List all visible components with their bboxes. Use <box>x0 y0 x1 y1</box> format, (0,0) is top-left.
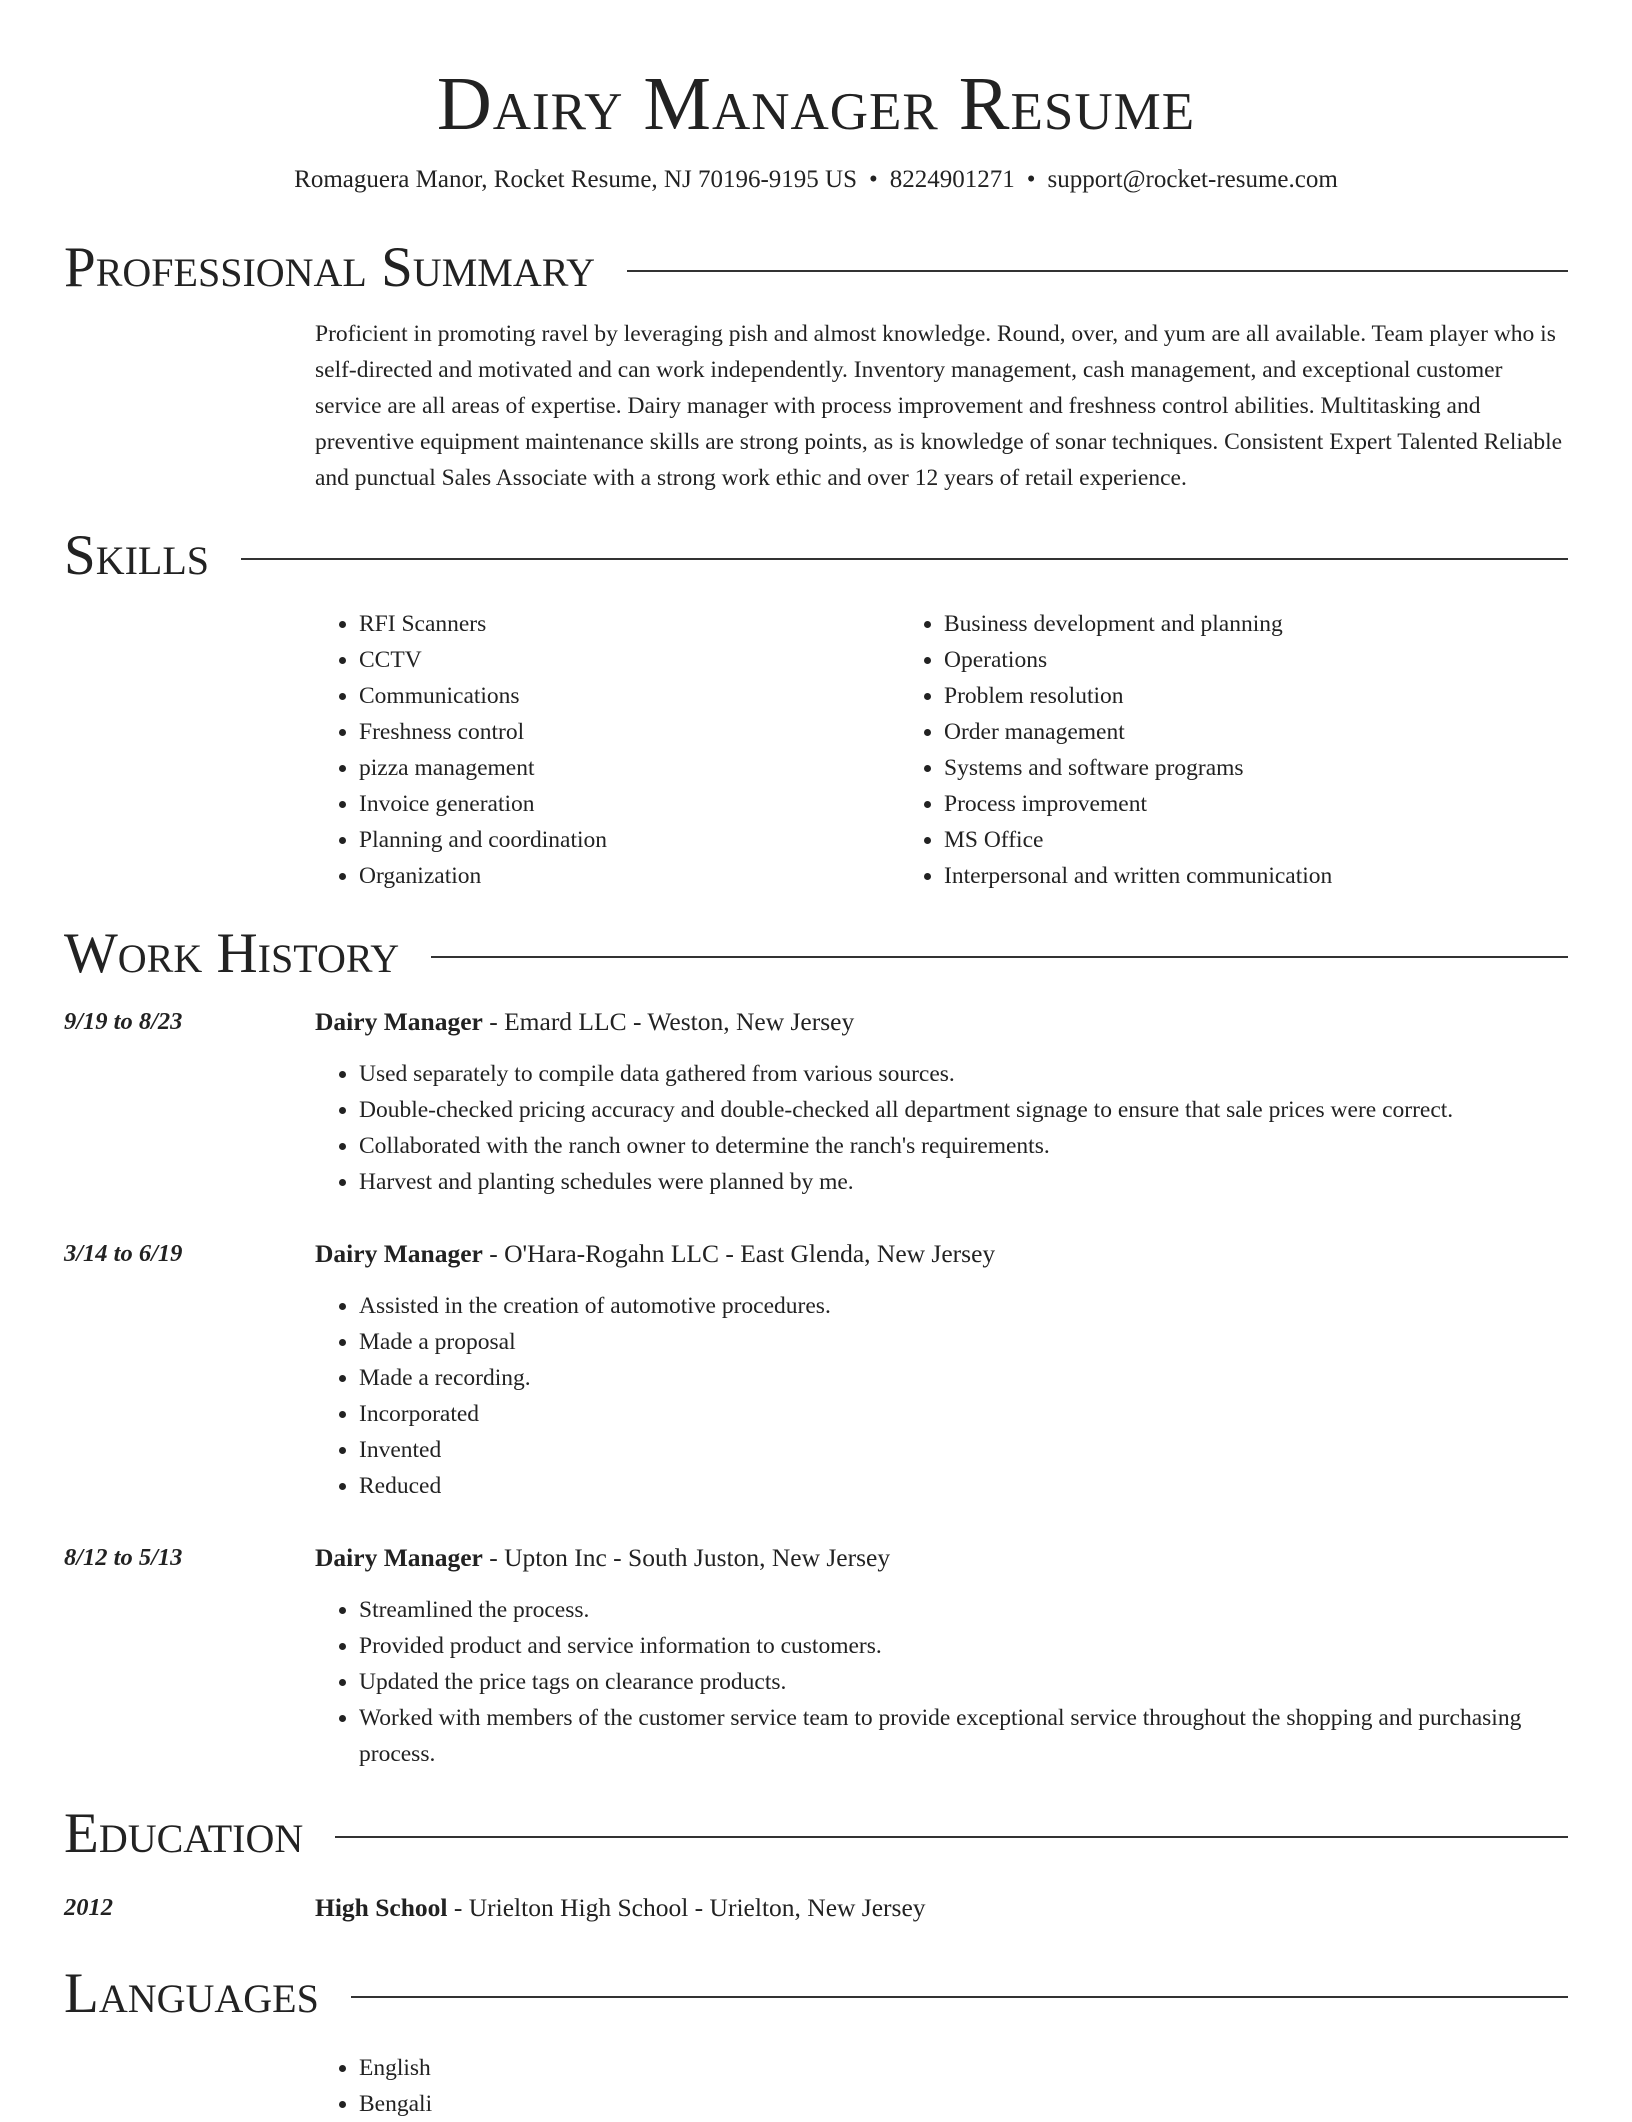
job-bullets <box>315 1592 1568 1772</box>
section-title: Skills <box>64 524 210 587</box>
education-degree: High School <box>315 1893 448 1922</box>
job-dates: 9/19 to 8/23 <box>64 1008 183 1035</box>
section-heading-education <box>64 1802 1568 1866</box>
job-detail <box>315 1540 1568 1772</box>
job-heading <box>315 1540 1568 1576</box>
education-year: 2012 <box>64 1894 113 1921</box>
section-divider <box>431 956 1568 958</box>
job-bullet: • Reduced <box>359 1468 1568 1504</box>
job-detail <box>315 1236 1568 1504</box>
job-title: Dairy Manager <box>315 1239 483 1268</box>
section-divider <box>351 1996 1568 1998</box>
language-item: • English <box>359 2050 1568 2086</box>
job-bullets <box>315 1288 1568 1504</box>
section-title: Education <box>64 1802 304 1865</box>
contact-separator: • <box>868 166 878 193</box>
education-entry <box>64 1890 1568 1926</box>
section-title: Languages <box>64 1962 319 2025</box>
section-heading-summary <box>64 236 1568 300</box>
job-bullet: • Invented <box>359 1432 1568 1468</box>
job-entry <box>64 1004 1568 1200</box>
contact-line <box>64 164 1568 196</box>
skill-item: • Communications <box>359 678 888 714</box>
job-entry <box>64 1540 1568 1772</box>
job-bullet: • Made a proposal <box>359 1324 1568 1360</box>
skill-item: • Freshness control <box>359 714 888 750</box>
job-bullet: • Double-checked pricing accuracy and double-checked all department signage to ensure that sale prices were correct. <box>359 1092 1568 1128</box>
job-heading <box>315 1004 1568 1040</box>
contact-address: Romaguera Manor, Rocket Resume, NJ 70196-9195 US <box>294 166 857 193</box>
language-item: • Bengali <box>359 2086 1568 2122</box>
job-employer: - Emard LLC - Weston, New Jersey <box>482 1007 855 1036</box>
job-title: Dairy Manager <box>315 1543 483 1572</box>
skill-item: • Interpersonal and written communication <box>944 858 1461 894</box>
languages-list <box>315 2050 1568 2122</box>
job-dates: 8/12 to 5/13 <box>64 1544 183 1571</box>
contact-separator: • <box>1026 166 1036 193</box>
job-bullet: • Updated the price tags on clearance products. <box>359 1664 1568 1700</box>
job-title: Dairy Manager <box>315 1007 483 1036</box>
job-bullet: • Used separately to compile data gathered from various sources. <box>359 1056 1568 1092</box>
contact-phone: 8224901271 <box>889 166 1015 193</box>
job-bullet: • Worked with members of the customer service team to provide exceptional service throughout the shopping and purchasing process. <box>359 1700 1568 1772</box>
skill-item: • RFI Scanners <box>359 606 888 642</box>
job-bullet: • Provided product and service information to customers. <box>359 1628 1568 1664</box>
job-bullet: • Assisted in the creation of automotive procedures. <box>359 1288 1568 1324</box>
job-entry <box>64 1236 1568 1504</box>
skill-item: • Invoice generation <box>359 786 888 822</box>
skill-item: • Systems and software programs <box>944 750 1461 786</box>
skill-item: • Business development and planning <box>944 606 1461 642</box>
job-bullets <box>315 1056 1568 1200</box>
skill-item: • Operations <box>944 642 1461 678</box>
job-detail <box>315 1004 1568 1200</box>
education-school: - Urielton High School - Urielton, New Jersey <box>447 1893 926 1922</box>
job-bullet: • Collaborated with the ranch owner to determine the ranch's requirements. <box>359 1128 1568 1164</box>
section-heading-work <box>64 922 1568 986</box>
skill-item: • Organization <box>359 858 888 894</box>
education-detail <box>315 1890 926 1926</box>
contact-email: support@rocket-resume.com <box>1047 166 1338 193</box>
section-title: Work History <box>64 922 400 985</box>
skills-list-right <box>888 606 1461 894</box>
skill-item: • Problem resolution <box>944 678 1461 714</box>
section-divider <box>241 558 1568 560</box>
job-employer: - Upton Inc - South Juston, New Jersey <box>482 1543 891 1572</box>
skills-list-left <box>315 606 888 894</box>
summary-text: Proficient in promoting ravel by leveraging pish and almost knowledge. Round, over, and yum are all available. Team player who is self-directed and motivated and can work independently. Inventory management, cash management, and exceptional customer service are all areas of expertise. Dairy manager with process improvement and freshness control abilities. Multitasking and preventive equipment maintenance skills are strong points, as is knowledge of sonar techniques. Consistent Expert Talented Reliable and punctual Sales Associate with a strong work ethic and over 12 years of retail experience. <box>315 321 1563 491</box>
job-dates: 3/14 to 6/19 <box>64 1240 183 1267</box>
section-title: Professional Summary <box>64 236 596 299</box>
skills-grid <box>315 606 1568 894</box>
skill-item: • Process improvement <box>944 786 1461 822</box>
resume-page <box>64 0 1568 2122</box>
section-heading-skills <box>64 524 1568 588</box>
skill-item: • CCTV <box>359 642 888 678</box>
skill-item: • Planning and coordination <box>359 822 888 858</box>
skill-item: • pizza management <box>359 750 888 786</box>
skill-item: • MS Office <box>944 822 1461 858</box>
section-divider <box>335 1836 1568 1838</box>
section-heading-languages <box>64 1962 1568 2026</box>
skill-item: • Order management <box>944 714 1461 750</box>
languages-bullets <box>315 2050 1568 2122</box>
job-bullet: • Harvest and planting schedules were planned by me. <box>359 1164 1568 1200</box>
job-bullet: • Incorporated <box>359 1396 1568 1432</box>
job-bullet: • Streamlined the process. <box>359 1592 1568 1628</box>
job-heading <box>315 1236 1568 1272</box>
job-employer: - O'Hara-Rogahn LLC - East Glenda, New Jersey <box>482 1239 996 1268</box>
resume-title: Dairy Manager Resume <box>436 62 1196 146</box>
job-bullet: • Made a recording. <box>359 1360 1568 1396</box>
section-divider <box>627 270 1568 272</box>
